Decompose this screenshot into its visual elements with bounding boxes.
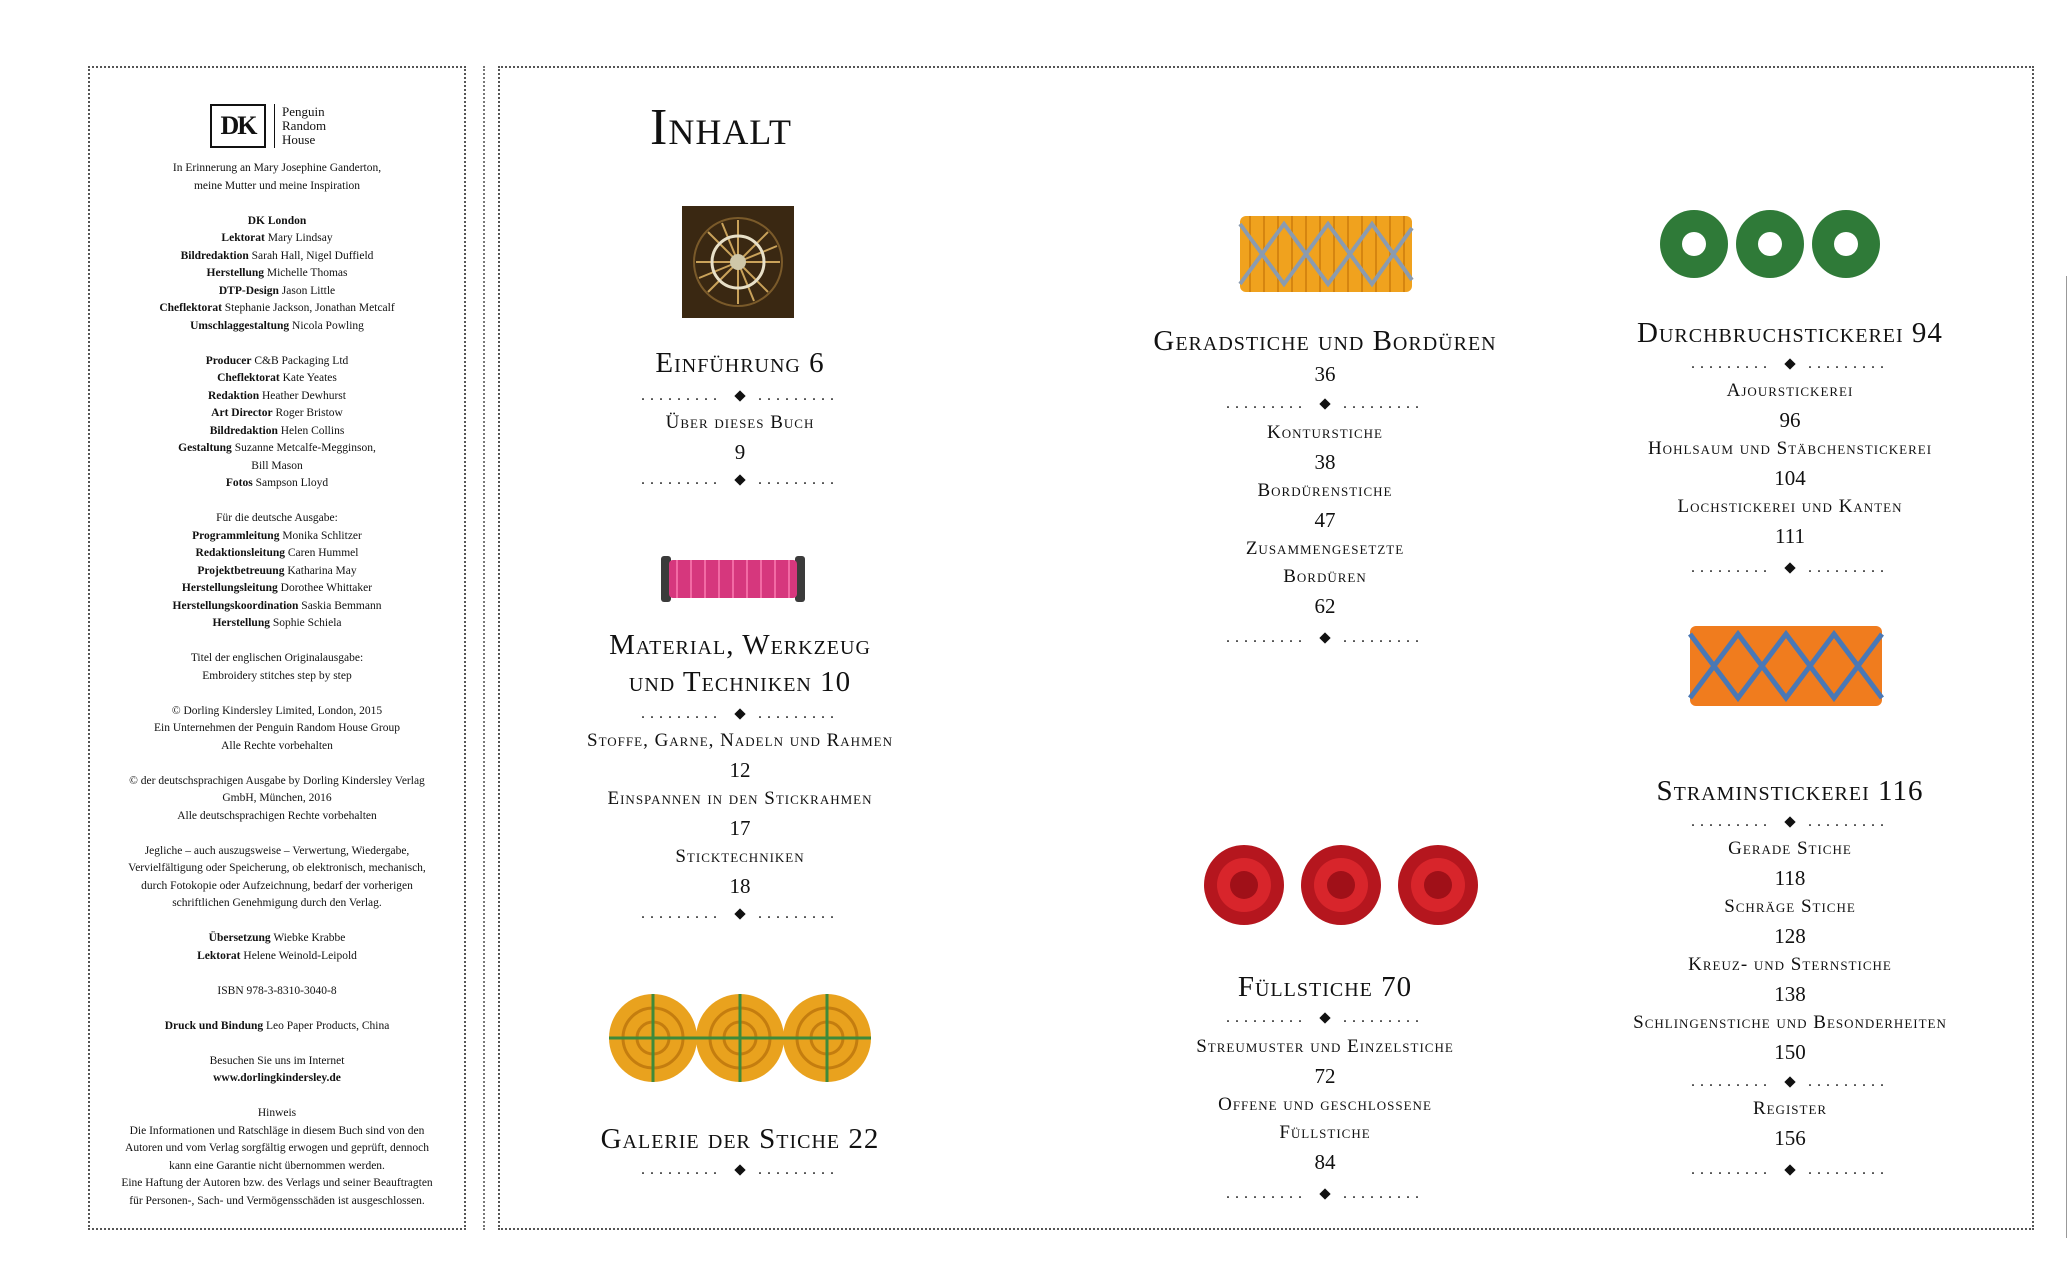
ornament-divider: ......... ......... [641, 705, 839, 722]
imprint-block [102, 773, 452, 826]
imprint-line [102, 510, 452, 528]
imprint-line [102, 1105, 452, 1123]
entry-title-line2: Bordüren [1283, 566, 1367, 587]
imprint-value: Alle deutschsprachigen Rechte vorbehalten [177, 809, 377, 822]
imprint-line [102, 318, 452, 336]
entry-page: 84 [1314, 1150, 1336, 1174]
ornament-divider: ......... ......... [1691, 813, 1889, 830]
imprint-value: Bill Mason [251, 459, 303, 472]
imprint-value: Hinweis [257, 1107, 297, 1119]
imprint-role: www.dorlingkindersley.de [213, 1072, 341, 1084]
entry-title: Bordürenstiche [1257, 480, 1393, 501]
imprint-value: Für die deutsche Ausgabe: [216, 512, 338, 524]
imprint-value: Leo Paper Products, China [266, 1019, 390, 1032]
imprint-line [102, 808, 452, 826]
imprint-value: © Dorling Kindersley Limited, London, 2015 [171, 704, 383, 717]
ornament-divider: ......... ......... [641, 1161, 839, 1178]
imprint-line [102, 528, 452, 546]
imprint-line [102, 878, 452, 896]
imprint-block [102, 213, 452, 336]
imprint-line [102, 563, 452, 581]
entry-page: 72 [1314, 1064, 1336, 1088]
imprint-value: Monika Schlitzer [282, 529, 362, 542]
ornament-divider: ......... ......... [1226, 395, 1424, 412]
imprint-role: Art Director [211, 407, 273, 419]
logo-text-line: Penguin [282, 104, 325, 119]
section-title-fuellstiche: Füllstiche 70 [1237, 971, 1413, 1003]
imprint-value: Jegliche – auch auszugsweise – Verwertung, Wiedergabe, [144, 844, 410, 857]
imprint-panel [88, 66, 466, 1230]
entry-page: 38 [1314, 450, 1336, 474]
logo-text-line: Random [282, 118, 327, 133]
entry-page: 118 [1774, 866, 1806, 890]
imprint-line [102, 930, 452, 948]
imprint-value: Sampson Lloyd [255, 477, 329, 489]
imprint-value: Roger Bristow [275, 407, 343, 419]
imprint-value: für Personen-, Sach- und Vermögensschäden ist ausgeschlossen. [129, 1194, 425, 1207]
imprint-line [102, 283, 452, 301]
imprint-line [102, 440, 452, 458]
imprint-value: Sophie Schiela [272, 617, 342, 629]
imprint-block [102, 650, 452, 685]
ornament-divider: ......... ......... [1691, 1161, 1889, 1178]
imprint-line [102, 423, 452, 441]
imprint-line [102, 178, 452, 196]
imprint-value: Besuchen Sie uns im Internet [209, 1054, 345, 1067]
imprint-line [102, 615, 452, 633]
ornament-divider: ......... ......... [1691, 559, 1889, 576]
imprint-line [102, 860, 452, 878]
imprint-block [102, 930, 452, 965]
imprint-value: GmbH, München, 2016 [222, 792, 332, 804]
imprint-value: In Erinnerung an Mary Josephine Ganderton, [172, 162, 382, 174]
ornament-divider: ......... ......... [641, 905, 839, 922]
entry-page: 18 [729, 874, 751, 898]
imprint-line [102, 580, 452, 598]
section-title-stramin: Straminstickerei 116 [1656, 775, 1924, 807]
imprint-value: Eine Haftung der Autoren bzw. des Verlags und seiner Beauftragten [121, 1177, 433, 1189]
imprint-line [102, 1193, 452, 1211]
imprint-line [102, 475, 452, 493]
imprint-role: Herstellungsleitung [181, 582, 278, 594]
eyelets-image [1656, 204, 1886, 284]
imprint-role: Herstellung [212, 617, 270, 629]
imprint-role: Cheflektorat [217, 372, 280, 384]
thread-spool-image [655, 546, 815, 612]
entry-page: 138 [1774, 982, 1806, 1006]
imprint-line [102, 545, 452, 563]
herringbone-border-image [1236, 206, 1416, 302]
imprint-value: kann eine Garantie nicht übernommen werden. [169, 1159, 385, 1172]
page-title: Inhalt [650, 99, 792, 156]
imprint-block [102, 1018, 452, 1036]
imprint-value: Stephanie Jackson, Jonathan Metcalf [224, 302, 395, 314]
entry-page: 17 [729, 816, 751, 840]
entry-title: Einspannen in den Stickrahmen [607, 788, 873, 809]
entry-page: 150 [1774, 1040, 1806, 1064]
imprint-line [102, 1018, 452, 1036]
imprint-line [102, 353, 452, 371]
imprint-line [102, 248, 452, 266]
imprint-value: Wiebke Krabbe [273, 932, 346, 944]
imprint-line [102, 370, 452, 388]
entry-page: 36 [1314, 362, 1336, 386]
imprint-value: Ein Unternehmen der Penguin Random House Group [154, 722, 400, 734]
ornament-divider: ......... ......... [1691, 1073, 1889, 1090]
entry-title: Streumuster und Einzelstiche [1196, 1036, 1454, 1057]
imprint-role: Druck und Bindung [164, 1019, 264, 1032]
imprint-line [102, 773, 452, 791]
entry-page: 47 [1314, 508, 1336, 532]
entry-title: Zusammengesetzte [1245, 538, 1405, 559]
imprint-role: Lektorat [221, 232, 265, 244]
dk-logo-mark: DK [210, 104, 266, 148]
imprint-line [102, 650, 452, 668]
imprint-line [102, 405, 452, 423]
imprint-role: Umschlaggestaltung [190, 319, 290, 332]
flower-embroidery-image [682, 206, 794, 318]
imprint-value: ISBN 978-3-8310-3040-8 [217, 984, 337, 997]
imprint-line [102, 948, 452, 966]
ornament-divider: ......... ......... [1226, 629, 1424, 646]
imprint-role: DTP-Design [218, 284, 279, 297]
entry-title: Schräge Stiche [1724, 896, 1856, 917]
imprint-line [102, 983, 452, 1001]
imprint-block [102, 1105, 452, 1210]
imprint-role: Programmleitung [192, 529, 280, 542]
imprint-block [102, 510, 452, 633]
imprint-role: Redaktionsleitung [195, 547, 285, 559]
imprint-role: Übersetzung [208, 932, 271, 944]
page-gutter [483, 66, 485, 1230]
imprint-line [102, 1158, 452, 1176]
entry-page: 62 [1314, 594, 1336, 618]
ornament-divider: ......... ......... [1691, 355, 1889, 372]
imprint-value: Suzanne Metcalfe-Megginson, [234, 442, 376, 454]
imprint-value: Caren Hummel [287, 547, 359, 559]
section-title-einfuehrung: Einführung 6 [655, 347, 825, 379]
imprint-line [102, 265, 452, 283]
imprint-line [102, 388, 452, 406]
imprint-value: Saskia Bemmann [301, 599, 382, 612]
imprint-block [102, 703, 452, 756]
column-rule [2066, 276, 2067, 1238]
ornament-divider: ......... ......... [641, 387, 839, 404]
entry-page: 128 [1774, 924, 1806, 948]
entry-title: Über dieses Buch [665, 412, 815, 433]
imprint-role: Bildredaktion [209, 424, 278, 437]
imprint-line [102, 703, 452, 721]
imprint-role: Gestaltung [178, 442, 232, 454]
imprint-role: Fotos [225, 477, 253, 489]
imprint-role: Herstellungskoordination [172, 599, 299, 612]
section-title-durchbruch: Durchbruchstickerei 94 [1637, 317, 1943, 349]
section-title-material-line2: und Techniken 10 [628, 666, 852, 698]
entry-page: 104 [1774, 466, 1806, 490]
imprint-value: Michelle Thomas [266, 267, 348, 279]
imprint-line [102, 895, 452, 913]
imprint-line [102, 1053, 452, 1071]
imprint-value: Autoren und vom Verlag sorgfältig erwogen und geprüft, dennoch [125, 1142, 429, 1154]
entry-title: Gerade Stiche [1728, 838, 1852, 859]
imprint-value: Mary Lindsay [267, 232, 333, 244]
imprint-role: Bildredaktion [180, 249, 249, 262]
entry-page: 111 [1775, 524, 1805, 548]
imprint-line [102, 790, 452, 808]
imprint-value: Kate Yeates [282, 372, 337, 384]
imprint-value: schriftlichen Genehmigung durch den Verlag. [172, 897, 382, 909]
imprint-value: Heather Dewhurst [262, 389, 346, 402]
imprint-value: Helene Weinold-Leipold [243, 949, 357, 962]
imprint-block [102, 843, 452, 913]
entry-title: Offene und geschlossene [1218, 1094, 1432, 1115]
imprint-value: meine Mutter und meine Inspiration [193, 179, 361, 192]
imprint-role: Projektbetreuung [197, 564, 285, 577]
imprint-value: Titel der englischen Originalausgabe: [190, 652, 364, 664]
entry-title: Konturstiche [1267, 422, 1383, 443]
imprint-line [102, 843, 452, 861]
ornament-divider: ......... ......... [1226, 1009, 1424, 1026]
logo-text-line: House [282, 132, 316, 147]
ornament-divider: ......... ......... [1226, 1185, 1424, 1202]
imprint-value: Helen Collins [280, 424, 345, 437]
entry-title: Lochstickerei und Kanten [1677, 496, 1903, 517]
section-title-geradstiche: Geradstiche und Bordüren [1153, 325, 1497, 357]
imprint-line [102, 213, 452, 231]
imprint-role: Lektorat [197, 949, 241, 962]
imprint-value: Sarah Hall, Nigel Duffield [251, 249, 374, 262]
section-title-material: Material, Werkzeug [609, 629, 871, 661]
imprint-text [102, 160, 452, 1228]
imprint-value: © der deutschsprachigen Ausgabe by Dorling Kindersley Verlag [129, 774, 425, 787]
imprint-line [102, 1123, 452, 1141]
imprint-line [102, 1140, 452, 1158]
entry-title: Register [1752, 1098, 1828, 1119]
imprint-value: Dorothee Whittaker [280, 582, 373, 594]
roses-image [1196, 840, 1486, 930]
imprint-line [102, 458, 452, 476]
imprint-line [102, 598, 452, 616]
entry-title: Kreuz- und Sternstiche [1688, 954, 1892, 975]
contents-panel [498, 66, 2034, 1230]
entry-page: 156 [1774, 1126, 1806, 1150]
imprint-block [102, 983, 452, 1001]
canvas-work-image [1686, 620, 1886, 712]
imprint-role: Producer [205, 354, 252, 367]
imprint-value: Die Informationen und Ratschläge in diesem Buch sind von den [129, 1124, 425, 1137]
entry-title: Schlingenstiche und Besonderheiten [1633, 1012, 1947, 1033]
imprint-line [102, 300, 452, 318]
imprint-value: Alle Rechte vorbehalten [221, 739, 333, 752]
imprint-line [102, 230, 452, 248]
entry-title: Ajourstickerei [1726, 380, 1854, 401]
imprint-line [102, 720, 452, 738]
entry-page: 9 [734, 440, 746, 464]
publisher-logo [210, 104, 326, 148]
imprint-line [102, 1070, 452, 1088]
section-title-galerie: Galerie der Stiche 22 [600, 1123, 880, 1155]
couched-circles-image [605, 986, 875, 1090]
imprint-block [102, 353, 452, 493]
imprint-value: Nicola Powling [292, 319, 364, 332]
logo-text [282, 105, 326, 147]
imprint-value: Katharina May [287, 564, 357, 577]
ornament-divider: ......... ......... [641, 471, 839, 488]
entry-title-line2: Füllstiche [1279, 1122, 1371, 1143]
imprint-role: Redaktion [208, 389, 260, 402]
imprint-role: Cheflektorat [159, 302, 222, 314]
imprint-role: Herstellung [206, 267, 265, 279]
entry-page: 96 [1779, 408, 1801, 432]
entry-page: 12 [729, 758, 751, 782]
imprint-value: Embroidery stitches step by step [202, 669, 352, 682]
imprint-line [102, 668, 452, 686]
entry-title: Hohlsaum und Stäbchenstickerei [1647, 438, 1933, 459]
imprint-role: DK London [247, 214, 307, 227]
imprint-value: Vervielfältigung oder Speicherung, ob elektronisch, mechanisch, [128, 862, 426, 874]
entry-title: Sticktechniken [675, 846, 805, 867]
imprint-value: durch Fotokopie oder Aufzeichnung, bedarf der vorherigen [141, 879, 413, 892]
imprint-line [102, 1175, 452, 1193]
imprint-value: C&B Packaging Ltd [254, 354, 349, 367]
imprint-line [102, 160, 452, 178]
imprint-block [102, 1053, 452, 1088]
imprint-line [102, 738, 452, 756]
imprint-value: Jason Little [281, 284, 336, 297]
entry-title: Stoffe, Garne, Nadeln und Rahmen [587, 730, 893, 751]
imprint-block [102, 160, 452, 195]
logo-divider [274, 104, 275, 148]
